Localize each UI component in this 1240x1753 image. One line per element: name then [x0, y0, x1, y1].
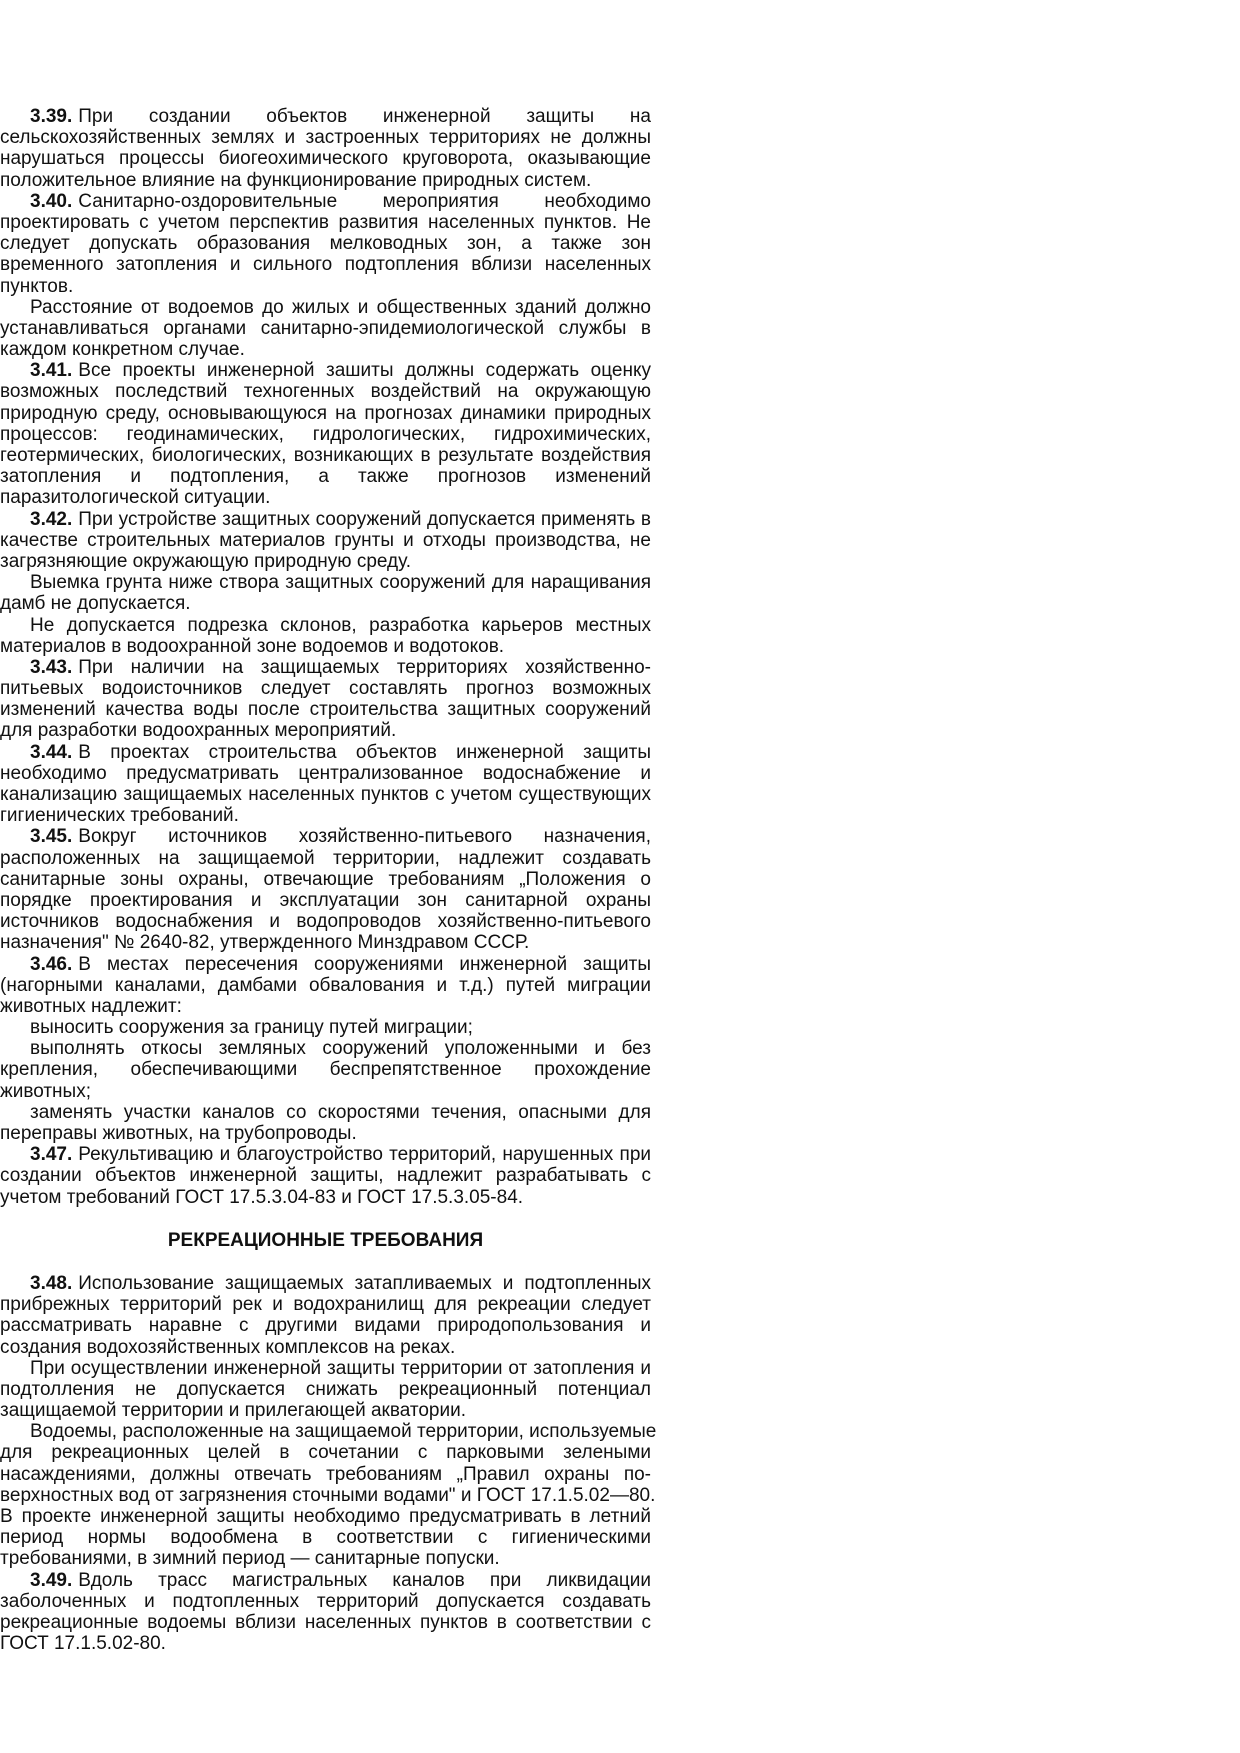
paragraph: [0, 1358, 651, 1422]
line-text: период нормы водообмена в соответствии с гигиеническими: [0, 1527, 651, 1549]
line-text: подтолления не допускается снижать рекреационный потенциал: [0, 1378, 651, 1400]
clause-number: 3.47.: [30, 1144, 73, 1166]
text-line: [0, 445, 651, 466]
text-line: [0, 551, 651, 572]
line-text: переправы животных, на трубопроводы.: [0, 1123, 357, 1144]
text-line: [0, 1038, 651, 1059]
paragraph: [0, 1421, 657, 1570]
text-line: [0, 636, 651, 657]
text-line: [0, 212, 651, 233]
line-text: (нагорными каналами, дамбами обвалования и т.д.) путей миграции: [0, 974, 651, 996]
paragraph: [0, 106, 651, 191]
text-line: [0, 954, 651, 975]
text-line: [0, 1337, 651, 1358]
line-text: питьевых водоисточников следует составлять прогноз возможных: [0, 678, 651, 700]
line-text: затопления и подтопления, а также прогнозов изменений: [0, 466, 651, 488]
clause-number: 3.45.: [30, 826, 73, 848]
clause-number: 3.40.: [30, 190, 73, 212]
text-line: [0, 615, 651, 636]
text-line: [0, 1633, 651, 1654]
line-text: Вдоль трасс магистральных каналов при ликвидации: [78, 1569, 651, 1591]
paragraph: [0, 1144, 651, 1208]
line-text: заболоченных и подтопленных территорий допускается создавать: [0, 1590, 651, 1612]
line-text: назначения" № 2640-82, утвержденного Минздравом СССР.: [0, 932, 530, 954]
paragraph: [0, 297, 651, 361]
line-text: животных надлежит:: [0, 995, 182, 1017]
text-line: [0, 996, 651, 1017]
line-text: учетом требований ГОСТ 17.5.3.04-83 и ГОСТ 17.5.3.05-84.: [0, 1186, 524, 1208]
paragraph: [0, 360, 651, 508]
line-text: В проектах строительства объектов инженерной защиты: [78, 741, 651, 763]
line-text: следует допускать образования мелководных зон, а также зон: [0, 233, 651, 255]
line-text: При осуществлении инженерной защиты территории от затопления и: [30, 1357, 651, 1379]
text-line: [0, 1464, 651, 1485]
line-text: нарушаться процессы биогеохимического круговорота, оказывающие: [0, 148, 651, 170]
paragraph: [0, 1038, 651, 1102]
paragraph: [0, 1273, 651, 1358]
text-line: [0, 1548, 651, 1569]
paragraph: [0, 191, 651, 297]
line-text: изменений качества воды после строительства защитных сооружений: [0, 699, 651, 721]
paragraph: [0, 742, 651, 827]
text-line: [0, 487, 651, 508]
line-text: верхностных вод от загрязнения сточными водами" и ГОСТ 17.1.5.02—80.: [0, 1484, 656, 1506]
text-line: [0, 1081, 651, 1102]
clause-number: 3.49.: [30, 1569, 73, 1591]
text-line: [0, 1379, 651, 1400]
paragraph: [0, 1570, 651, 1655]
line-text: паразитологической ситуации.: [0, 487, 271, 509]
line-text: рекреационные водоемы вблизи населенных пунктов в соответствии с: [0, 1611, 651, 1633]
text-line: [0, 784, 651, 805]
line-text: необходимо предусматривать централизованное водоснабжение и: [0, 762, 651, 784]
line-text: При наличии на защищаемых территориях хозяйственно-: [78, 656, 651, 678]
text-line: [0, 1612, 651, 1633]
text-line: [0, 339, 651, 360]
paragraph: [0, 509, 651, 573]
line-text: сельскохозяйственных землях и застроенных территориях не должны: [0, 127, 651, 149]
text-line: [0, 233, 651, 254]
line-text: расположенных на защищаемой территории, надлежит создавать: [0, 847, 651, 869]
line-text: гигиенических требований.: [0, 805, 239, 827]
line-text: заменять участки каналов со скоростями течения, опасными для: [30, 1101, 651, 1123]
text-line: [0, 381, 651, 402]
line-text: каждом конкретном случае.: [0, 339, 245, 361]
line-text: для разработки водоохранных мероприятий.: [0, 720, 397, 742]
text-line: [0, 763, 651, 784]
line-text: проектировать с учетом перспектив развития населенных пунктов. Не: [0, 211, 651, 233]
paragraph: [0, 1102, 651, 1144]
line-text: Санитарно-оздоровительные мероприятия необходимо: [78, 190, 651, 212]
line-text: Не допускается подрезка склонов, разработка карьеров местных: [30, 614, 651, 636]
line-text: санитарные зоны охраны, отвечающие требованиям „Положения о: [0, 868, 651, 890]
line-text: насаждениями, должны отвечать требованиям „Правил охраны по-: [0, 1463, 651, 1485]
clause-number: 3.41.: [30, 360, 73, 382]
text-line: [0, 1273, 651, 1294]
line-text: загрязняющие окружающую природную среду.: [0, 550, 412, 572]
line-text: процессов: геодинамических, гидрологических, гидрохимических,: [0, 423, 651, 445]
line-text: Расстояние от водоемов до жилых и общественных зданий должно: [30, 296, 651, 318]
document-page: [0, 106, 657, 1655]
text-line: [0, 1315, 651, 1336]
text-line: [0, 360, 651, 381]
line-text: Рекультивацию и благоустройство территорий, нарушенных при: [78, 1144, 651, 1166]
text-line: [0, 572, 651, 593]
line-text: прибрежных территорий рек и водохранилищ для рекреации следует: [0, 1294, 651, 1316]
text-line: [0, 742, 651, 763]
text-line: [0, 148, 651, 169]
text-line: [0, 276, 651, 297]
text-line: [0, 1165, 651, 1186]
text-line: [0, 911, 651, 932]
clause-number: 3.46.: [30, 953, 73, 975]
text-line: [0, 593, 651, 614]
section-recreation: [0, 1272, 657, 1655]
line-text: Все проекты инженерной зашиты должны содержать оценку: [78, 360, 651, 382]
paragraph: [0, 954, 651, 1018]
text-line: [0, 1591, 651, 1612]
paragraph: [0, 615, 651, 657]
line-text: устанавливаться органами санитарно-эпидемиологической службы в: [0, 317, 651, 339]
text-line: [0, 530, 651, 551]
text-line: [0, 699, 651, 720]
paragraph: [0, 1017, 651, 1038]
text-line: [0, 1144, 651, 1165]
line-text: крепления, обеспечивающими беспрепятственное прохождение: [0, 1059, 651, 1081]
clause-number: 3.43.: [30, 656, 73, 678]
line-text: В местах пересечения сооружениями инженерной защиты: [78, 953, 651, 975]
line-text: выполнять откосы земляных сооружений уположенными и без: [30, 1038, 651, 1060]
text-line: [0, 1442, 651, 1463]
text-line: [0, 890, 651, 911]
clause-number: 3.42.: [30, 508, 73, 530]
line-text: возможных последствий техногенных воздействий на окружающую: [0, 381, 651, 403]
line-text: создания водохозяйственных комплексов на реках.: [0, 1336, 456, 1358]
line-text: порядке проектирования и эксплуатации зон санитарной охраны: [0, 889, 651, 911]
clause-number: 3.39.: [30, 106, 73, 127]
text-line: [0, 403, 651, 424]
line-text: источников водоснабжения и водопроводов хозяйственно-питьевого: [0, 911, 651, 933]
text-line: [0, 106, 651, 127]
paragraph: [0, 657, 651, 742]
line-text: рассматривать наравне с другими видами природопользования и: [0, 1315, 651, 1337]
text-line: [0, 1358, 651, 1379]
text-line: [0, 1506, 651, 1527]
line-text: требованиями, в зимний период — санитарные попуски.: [0, 1548, 500, 1570]
line-text: канализацию защищаемых населенных пунктов с учетом существующих: [0, 784, 651, 805]
text-line: [0, 720, 651, 741]
text-line: [0, 1570, 651, 1591]
text-line: [0, 1527, 651, 1548]
text-line: [0, 509, 651, 530]
text-line: [0, 127, 651, 148]
text-line: [0, 1484, 656, 1506]
line-text: выносить сооружения за границу путей миграции;: [30, 1017, 473, 1039]
line-text: материалов в водоохранной зоне водоемов и водотоков.: [0, 635, 505, 657]
line-text: Водоемы, расположенные на защищаемой территории, используемые: [30, 1421, 657, 1443]
line-text: При устройстве защитных сооружений допускается применять в: [78, 508, 651, 530]
text-line: [0, 191, 651, 212]
line-text: При создании объектов инженерной защиты на: [78, 106, 651, 127]
section-heading: РЕКРЕАЦИОННЫЕ ТРЕБОВАНИЯ: [167, 1229, 484, 1251]
line-text: ГОСТ 17.1.5.02-80.: [0, 1633, 166, 1655]
line-text: Выемка грунта ниже створа защитных сооружений для наращивания: [30, 572, 651, 594]
text-line: [0, 869, 651, 890]
text-line: [0, 657, 651, 678]
text-line: [0, 975, 651, 996]
text-line: [0, 254, 651, 275]
line-text: создании объектов инженерной защиты, надлежит разрабатывать с: [0, 1165, 651, 1187]
text-line: [0, 805, 651, 826]
clause-number: 3.44.: [30, 741, 73, 763]
text-line: [0, 1400, 651, 1421]
text-line: [0, 932, 651, 953]
line-text: положительное влияние на функционирование природных систем.: [0, 169, 592, 191]
line-text: геотермических, биологических, возникающих в результате воздействия: [0, 445, 651, 466]
text-line: [0, 826, 651, 847]
line-text: защищаемой территории и прилегающей акватории.: [0, 1400, 467, 1422]
section-engineering-protection: [0, 106, 651, 1208]
line-text: В проекте инженерной защиты необходимо предусматривать в летний: [0, 1506, 651, 1527]
text-line: [0, 297, 651, 318]
text-line: [0, 466, 651, 487]
line-text: качестве строительных материалов грунты и отходы производства, не: [0, 529, 651, 551]
text-line: [0, 424, 651, 445]
text-line: [0, 1187, 651, 1208]
paragraph: [0, 826, 651, 953]
line-text: Вокруг источников хозяйственно-питьевого назначения,: [78, 826, 651, 848]
line-text: Использование защищаемых затапливаемых и подтопленных: [78, 1272, 651, 1294]
line-text: пунктов.: [0, 275, 74, 297]
line-text: для рекреационных целей в сочетании с парковыми зелеными: [0, 1442, 651, 1464]
text-line: [0, 1017, 651, 1038]
text-line: [0, 678, 651, 699]
text-line: [0, 848, 651, 869]
line-text: дамб не допускается.: [0, 593, 191, 615]
clause-number: 3.48.: [30, 1272, 73, 1294]
line-text: временного затопления и сильного подтопления вблизи населенных: [0, 254, 651, 276]
line-text: животных;: [0, 1080, 91, 1102]
text-line: [0, 1294, 651, 1315]
text-line: [0, 1102, 651, 1123]
text-line: [0, 170, 651, 191]
text-line: [0, 318, 651, 339]
paragraph: [0, 572, 651, 614]
line-text: природную среду, основывающуюся на прогнозах динамики природных: [0, 402, 651, 424]
text-line: [0, 1059, 651, 1080]
text-line: [0, 1421, 657, 1443]
text-line: [0, 1123, 651, 1144]
